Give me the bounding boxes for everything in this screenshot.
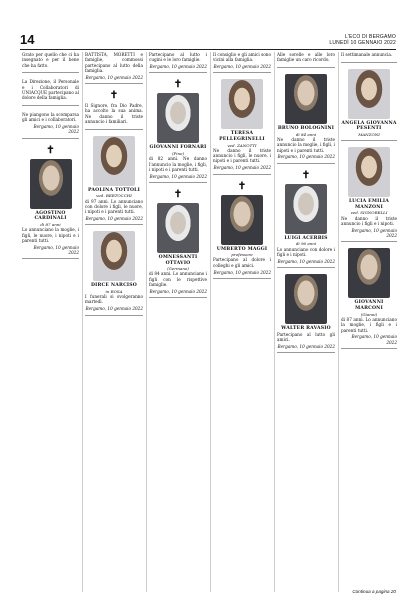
name-subtitle: (Germano) xyxy=(167,266,189,272)
obituary-notice xyxy=(341,248,397,348)
notice-place-date: Bergamo, 10 gennaio 2022 xyxy=(213,165,271,171)
masthead xyxy=(329,34,396,46)
column-2 xyxy=(82,52,144,592)
portrait-photo xyxy=(157,93,199,143)
name-subtitle: professore xyxy=(231,252,253,258)
portrait-photo xyxy=(221,79,263,129)
portrait-photo xyxy=(157,203,199,253)
name-subtitle: di 84 anni xyxy=(295,131,317,137)
notice-place-date: Bergamo, 10 gennaio 2022 xyxy=(149,173,207,179)
obituary-notice xyxy=(85,90,143,130)
notice-text: Partecipano al lutto i cugini e le loro famiglie. xyxy=(149,52,207,63)
notice-place-date: Bergamo, 10 gennaio 2022 xyxy=(33,244,79,255)
notice-text: Grato per quello che ci ha insegnato e per il bene che ha fatto. xyxy=(22,52,79,68)
obituary-notice xyxy=(341,52,397,63)
notice-place-date: Bergamo, 10 gennaio 2022 xyxy=(85,215,143,221)
cross-icon: ✝ xyxy=(301,169,311,181)
notice-text: di 97 anni. Lo annunciano con dolore i figli, le nuore, i nipoti e i parenti tutti. xyxy=(85,198,143,215)
notice-text: Ne danno il triste annuncio i figli e i nipoti. xyxy=(341,215,397,227)
deceased-name: PAOLINA TOTTOLI xyxy=(88,187,140,193)
notice-text: di 87 anni. Lo annunciano la moglie, i figli e i parenti tutti. xyxy=(341,316,397,333)
column-4 xyxy=(210,52,272,592)
obituary-notice xyxy=(85,136,143,226)
portrait-photo xyxy=(93,231,135,281)
obituary-notice xyxy=(341,69,397,141)
name-subtitle: di 87 anni xyxy=(40,221,61,227)
notice-place-date: Bergamo, 10 gennaio 2022 xyxy=(213,64,271,70)
obituary-notice xyxy=(22,79,79,106)
obituary-notice xyxy=(149,189,207,298)
cross-icon: ✝ xyxy=(109,89,119,101)
obituary-notice xyxy=(85,231,143,315)
notice-place-date: Bergamo, 10 gennaio 2022 xyxy=(33,124,79,135)
deceased-name: OMNESSANTI OTTAVIO xyxy=(158,254,198,266)
notice-text: Ne danno il triste annuncio i figli, le nuore, i nipoti e i parenti tutti. xyxy=(213,147,271,164)
continued-note: Continua a pagina 20 xyxy=(352,589,396,594)
portrait-photo xyxy=(93,136,135,186)
notice-place-date: Bergamo, 10 gennaio 2022 xyxy=(213,269,271,275)
obituary-notice xyxy=(277,170,335,268)
portrait-photo xyxy=(285,184,327,234)
cross-icon: ✝ xyxy=(173,188,183,200)
deceased-name: GIOVANNI FORNARI xyxy=(149,145,207,151)
obituary-notice xyxy=(149,52,207,73)
notice-text: Lo annunciano la moglie, i figli, le nuore, i nipoti e i parenti tutti. xyxy=(22,227,79,243)
page-number: 14 xyxy=(20,32,35,47)
notice-text: La Direzione, il Personale e i Collaboratori di UNIACQUE partecipano al dolore della famiglia. xyxy=(22,79,80,101)
notice-text: Partecipano al lutto gli amici. xyxy=(277,331,335,342)
obituary-notice xyxy=(277,274,335,353)
notice-text: I funerali si svolgeranno martedì. xyxy=(85,294,143,305)
obituary-notice xyxy=(22,145,79,259)
name-subtitle: (Pino) xyxy=(171,150,185,156)
notice-text: BATTISTA, MORETTI e famiglie, commossi partecipano al lutto della famiglia. xyxy=(85,52,143,73)
notice-place-date: Bergamo, 10 gennaio 2022 xyxy=(149,288,207,294)
deceased-name: AGOSTINO CARDINALI xyxy=(34,210,67,222)
deceased-name: ANGELA GIOVANNA PESENTI xyxy=(341,120,397,132)
notice-text: Partecipano al dolore i colleghi e gli amici. xyxy=(213,257,271,268)
notice-text: Il consiglio e gli amici sono vicini alla famiglia. xyxy=(213,52,271,63)
page-header xyxy=(20,32,396,50)
obituary-notice xyxy=(149,79,207,183)
name-subtitle: di 96 anni xyxy=(295,241,317,247)
notice-text: di 82 anni. Ne danno l'annuncio la moglie, i figli, i nipoti e i parenti tutti. xyxy=(149,156,207,172)
obituary-notice xyxy=(277,52,335,68)
issue-date: LUNEDÌ 10 GENNAIO 2022 xyxy=(329,40,396,46)
deceased-name: LUIGI ACERBIS xyxy=(284,235,328,241)
name-subtitle: ved. SIGNORELLI xyxy=(350,210,388,216)
name-subtitle: ved. ZANOTTI xyxy=(227,142,257,148)
column-6 xyxy=(338,52,398,592)
notice-place-date: Bergamo, 10 gennaio 2022 xyxy=(85,306,143,312)
deceased-name: GIOVANNI MARCONI xyxy=(354,300,384,312)
cross-icon: ✝ xyxy=(237,180,247,192)
portrait-photo xyxy=(348,69,390,119)
notice-text: di 84 anni. Lo annunciano i figli con le rispettive famiglie. xyxy=(149,271,207,288)
column-1 xyxy=(20,52,80,592)
name-subtitle: (Gianni) xyxy=(360,311,378,317)
obituary-notice xyxy=(213,181,271,279)
name-subtitle: ved. BERTOCCHI xyxy=(96,193,132,199)
notice-text: Il settimanale annuncia. xyxy=(341,52,393,57)
portrait-photo xyxy=(348,147,390,197)
obituary-notice xyxy=(213,79,271,174)
notice-place-date: Bergamo, 10 gennaio 2022 xyxy=(277,154,335,160)
notice-text: Lo annunciano con dolore i figli e i nipoti. xyxy=(277,246,335,257)
notice-text: Il Signore, fra Dio Padre, ha accolto la sua anima. Ne danno il triste annuncio i familiari. xyxy=(85,102,143,124)
notice-text: Ne piangono la scomparsa gli amici e i collaboratori. xyxy=(22,112,79,123)
notice-place-date: Bergamo, 10 gennaio 2022 xyxy=(85,74,143,80)
portrait-photo xyxy=(348,248,390,298)
portrait-photo xyxy=(285,74,327,124)
obituary-notice xyxy=(22,112,79,139)
portrait-photo xyxy=(285,274,327,324)
notice-place-date: Bergamo, 10 gennaio 2022 xyxy=(277,258,335,264)
notice-place-date: Bergamo, 10 gennaio 2022 xyxy=(351,334,397,345)
deceased-name: BRUNO BOLOGNINI xyxy=(277,126,335,132)
portrait-photo xyxy=(221,195,263,245)
cross-icon: ✝ xyxy=(46,144,55,156)
portrait-photo xyxy=(30,159,72,209)
obituary-notice xyxy=(22,52,79,73)
obituary-notice xyxy=(213,52,271,73)
notice-text: Alle sorelle e alle loro famiglie un caro ricordo. xyxy=(277,52,335,63)
deceased-name: DIRCE NARCISO xyxy=(90,283,137,289)
notice-place-date: Bergamo, 10 gennaio 2022 xyxy=(149,64,207,70)
deceased-name: LUCIA EMILIA MANZONI xyxy=(348,199,390,210)
obituary-notice xyxy=(277,74,335,164)
name-subtitle: in ROSA xyxy=(105,288,123,294)
obituary-notice xyxy=(85,52,143,84)
paper-name: L'ECO DI BERGAMO xyxy=(344,34,396,40)
deceased-name: UMBERTO MAGGI xyxy=(216,246,268,252)
deceased-name: WALTER RAVASIO xyxy=(281,325,331,331)
column-3 xyxy=(146,52,208,592)
obituary-notice xyxy=(341,147,397,242)
name-subtitle: MANZONI xyxy=(358,131,380,137)
column-5 xyxy=(274,52,336,592)
notice-place-date: Bergamo, 10 gennaio 2022 xyxy=(351,227,397,239)
notice-place-date: Bergamo, 10 gennaio 2022 xyxy=(277,343,335,349)
notice-text: Ne danno il triste annuncio la moglie, i figli, i nipoti e i parenti tutti. xyxy=(277,136,335,153)
cross-icon: ✝ xyxy=(173,79,183,91)
deceased-name: TERESA PELLEGRINELLI xyxy=(219,131,265,142)
